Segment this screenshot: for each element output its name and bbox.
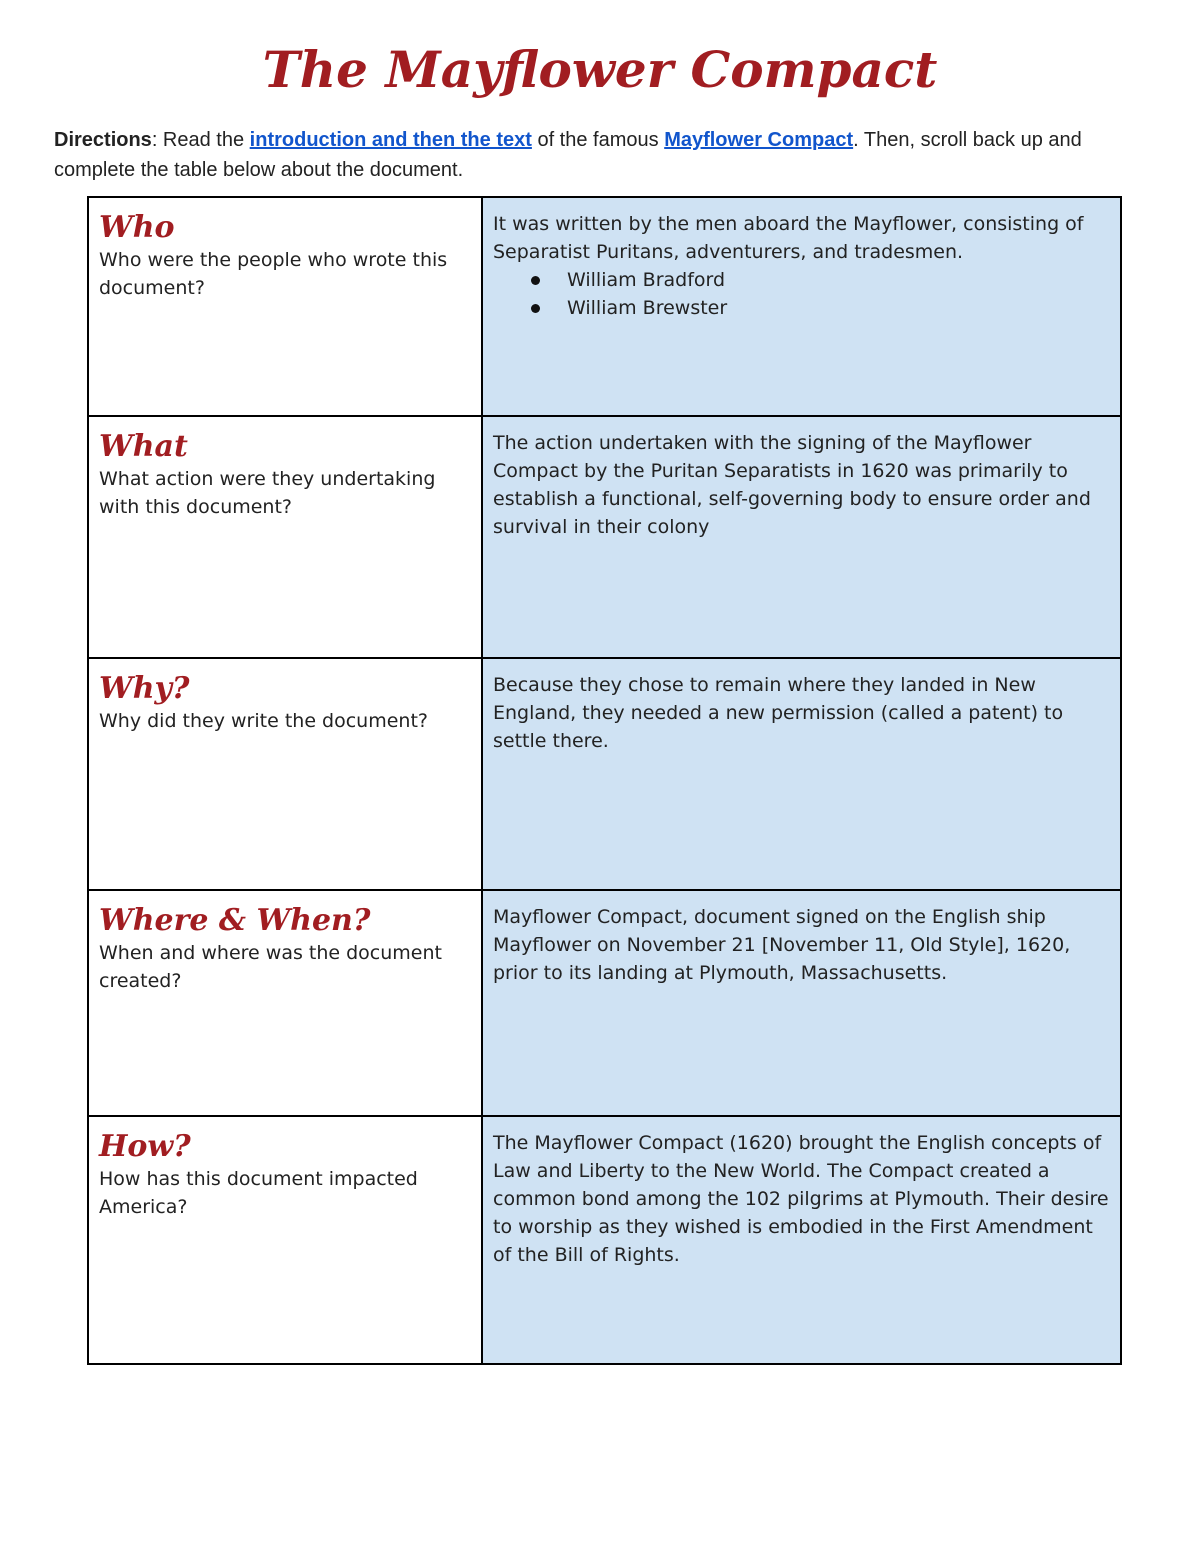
answer-text-how: The Mayflower Compact (1620) brought the English concepts of Law and Liberty to the New World. The Compact created a common bond among the 102 pilgrims at Plymouth. Their desire to worship as they wished is embodied in the First Amendment of the Bill of Rights.: [493, 1132, 1109, 1266]
introduction-link[interactable]: introduction and then the text: [249, 129, 532, 151]
mayflower-compact-link[interactable]: Mayflower Compact: [664, 129, 854, 151]
row-heading-why: Why?: [99, 671, 190, 706]
row-heading-how: How?: [99, 1129, 191, 1164]
question-cell-what: [88, 416, 482, 658]
question-cell-how: [88, 1116, 482, 1364]
row-question-why: Why did they write the document?: [99, 710, 428, 732]
answer-cell-who[interactable]: [482, 197, 1121, 416]
question-cell-where-when: [88, 890, 482, 1116]
directions-text-1: Read the: [157, 129, 250, 151]
answer-text-what: The action undertaken with the signing of the Mayflower Compact by the Puritan Separatists in 1620 was primarily to establish a functional, self-governing body to ensure order and survival in their colony: [493, 432, 1091, 538]
row-question-where-when: When and where was the document created?: [99, 942, 442, 992]
row-heading-where-when: Where & When?: [99, 903, 371, 938]
directions: [54, 125, 1154, 185]
row-question-what: What action were they undertaking with this document?: [99, 468, 436, 518]
table-row-what: [88, 416, 1121, 658]
row-heading-who: Who: [99, 210, 175, 245]
answer-text-why: Because they chose to remain where they landed in New England, they needed a new permission (called a patent) to settle there.: [493, 674, 1064, 752]
row-question-who: Who were the people who wrote this document?: [99, 249, 448, 299]
answer-cell-why[interactable]: [482, 658, 1121, 890]
answer-text-where-when: Mayflower Compact, document signed on the English ship Mayflower on November 21 [November 11, Old Style], 1620, prior to its landing at Plymouth, Massachusetts.: [493, 906, 1071, 984]
table-row-why: [88, 658, 1121, 890]
table-row-who: [88, 197, 1121, 416]
answer-cell-where-when[interactable]: [482, 890, 1121, 1116]
page-title: The Mayflower Compact: [262, 40, 938, 99]
directions-colon: :: [151, 129, 158, 151]
worksheet-table: [87, 196, 1122, 1365]
question-cell-why: [88, 658, 482, 890]
answer-text-who: It was written by the men aboard the Mayflower, consisting of Separatist Puritans, adventurers, and tradesmen.: [493, 213, 1084, 263]
answer-cell-how[interactable]: [482, 1116, 1121, 1364]
list-item: William Bradford: [567, 266, 1110, 294]
author-list: [493, 266, 1110, 322]
table-row-how: [88, 1116, 1121, 1364]
table-row-where-when: [88, 890, 1121, 1116]
row-heading-what: What: [99, 429, 188, 464]
directions-text-2: of the famous: [531, 129, 665, 151]
directions-label: Directions: [54, 129, 152, 151]
question-cell-who: [88, 197, 482, 416]
row-question-how: How has this document impacted America?: [99, 1168, 418, 1218]
list-item: William Brewster: [567, 294, 1110, 322]
answer-cell-what[interactable]: [482, 416, 1121, 658]
directions-text-3: . Then, scroll back up and complete the table below about the document.: [54, 129, 1082, 181]
